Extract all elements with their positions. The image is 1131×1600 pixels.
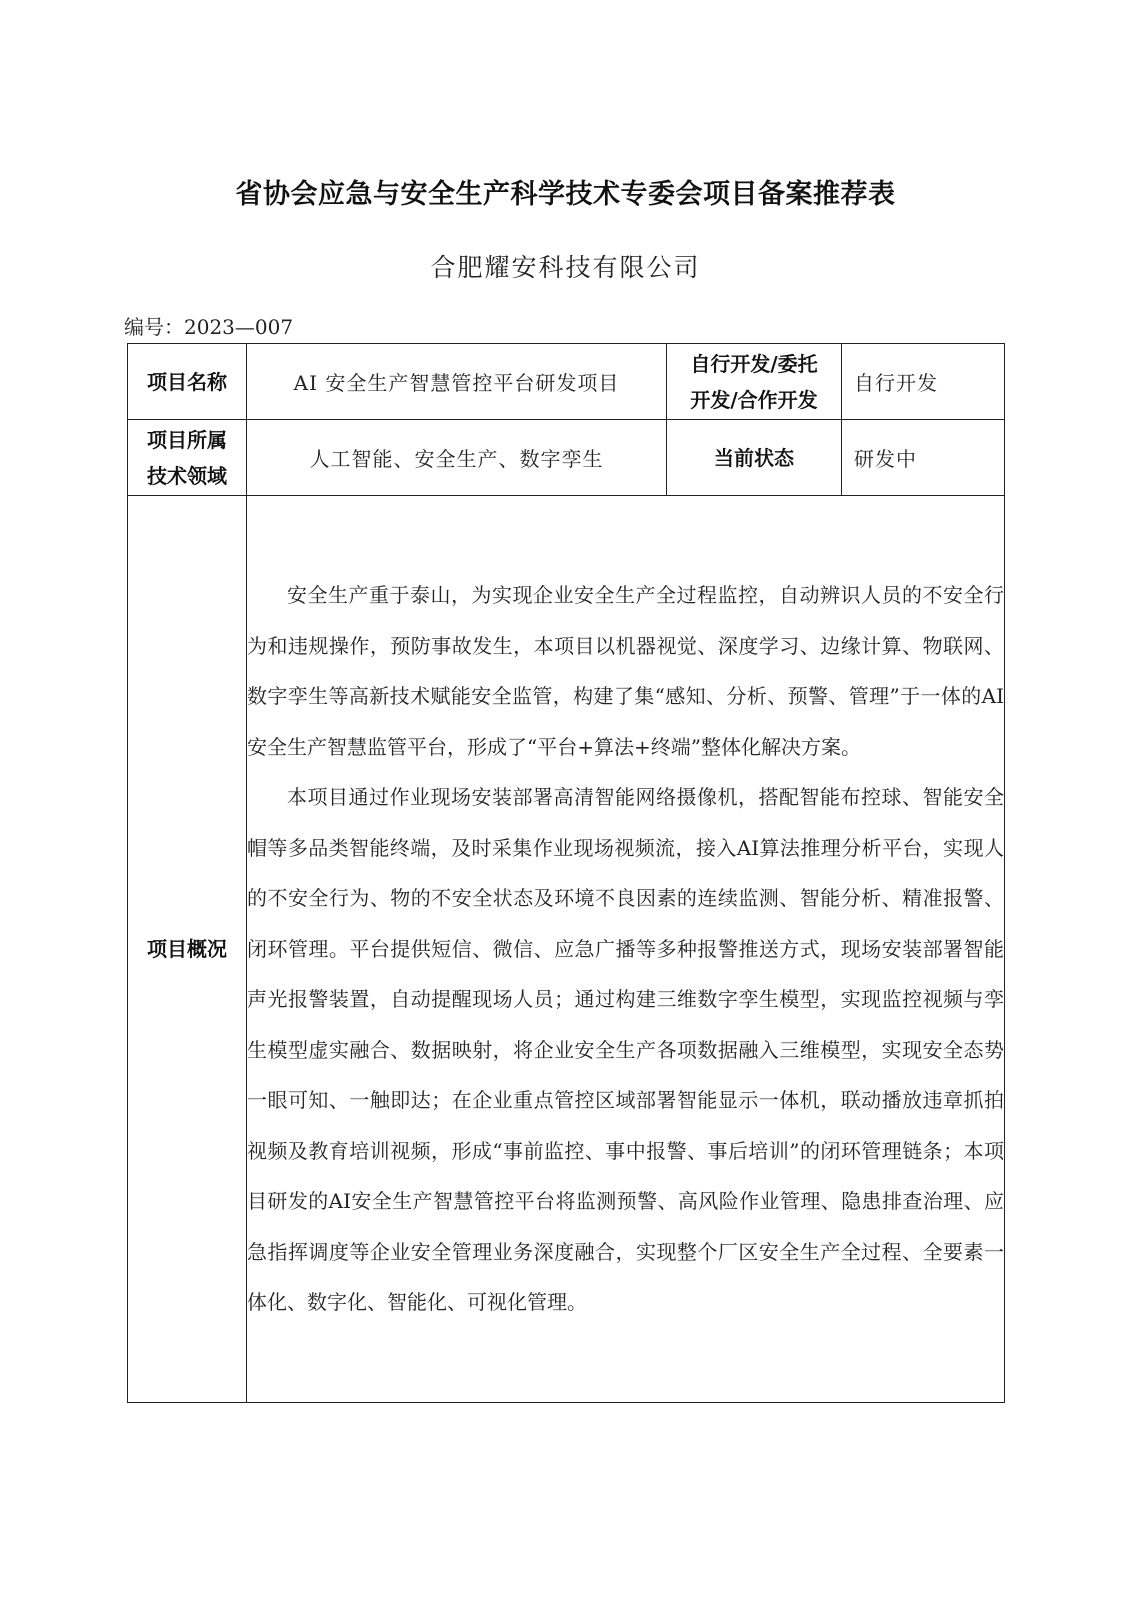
- recommendation-table: [127, 343, 1005, 1403]
- tech-field-label: [128, 420, 247, 496]
- document-title: 省协会应急与安全生产科学技术专委会项目备案推荐表: [235, 179, 896, 210]
- tech-field-value: 人工智能、安全生产、数字孪生: [247, 420, 667, 496]
- overview-paragraph-2: 本项目通过作业现场安装部署高清智能网络摄像机，搭配智能布控球、智能安全帽等多品类智能终端，及时采集作业现场视频流，接入AI算法推理分析平台，实现人的不安全行为、物的不安全状态及环境不良因素的连续监测、智能分析、精准报警、闭环管理。平台提供短信、微信、应急广播等多种报警推送方式，现场安装部署智能声光报警装置，自动提醒现场人员；通过构建三维数字孪生模型，实现监控视频与孪生模型虚实融合、数据映射，将企业安全生产各项数据融入三维模型，实现安全态势一眼可知、一触即达；在企业重点管控区域部署智能显示一体机，联动播放违章抓拍视频及教育培训视频，形成“事前监控、事中报警、事后培训”的闭环管理链条；本项目研发的AI安全生产智慧管控平台将监测预警、高风险作业管理、隐患排查治理、应急指挥调度等企业安全管理业务深度融合，实现整个厂区安全生产全过程、全要素一体化、数字化、智能化、可视化管理。: [247, 785, 1004, 1315]
- document-number: 编号：2023—007: [124, 315, 294, 339]
- company-name: 合肥耀安科技有限公司: [430, 253, 701, 282]
- status-label: 当前状态: [667, 420, 842, 496]
- project-name-row: [128, 344, 1005, 420]
- dev-mode-value: 自行开发: [842, 344, 1005, 420]
- dev-mode-label-line2: 开发/合作开发: [690, 387, 818, 412]
- project-name-label: 项目名称: [128, 344, 247, 420]
- status-value: 研发中: [842, 420, 1005, 496]
- tech-field-label-line1: 项目所属: [147, 427, 227, 452]
- tech-field-label-line2: 技术领域: [147, 463, 227, 488]
- project-name-value: AI 安全生产智慧管控平台研发项目: [247, 344, 667, 420]
- tech-field-row: [128, 420, 1005, 496]
- dev-mode-label: [667, 344, 842, 420]
- overview-label: 项目概况: [128, 496, 247, 1403]
- overview-content: [247, 496, 1005, 1403]
- overview-row: [128, 496, 1005, 1403]
- overview-paragraph-1: 安全生产重于泰山，为实现企业安全生产全过程监控，自动辨识人员的不安全行为和违规操作，预防事故发生，本项目以机器视觉、深度学习、边缘计算、物联网、数字孪生等高新技术赋能安全监管，构建了集“感知、分析、预警、管理”于一体的AI安全生产智慧监管平台，形成了“平台+算法+终端”整体化解决方案。: [247, 583, 1004, 759]
- dev-mode-label-line1: 自行开发/委托: [690, 351, 818, 376]
